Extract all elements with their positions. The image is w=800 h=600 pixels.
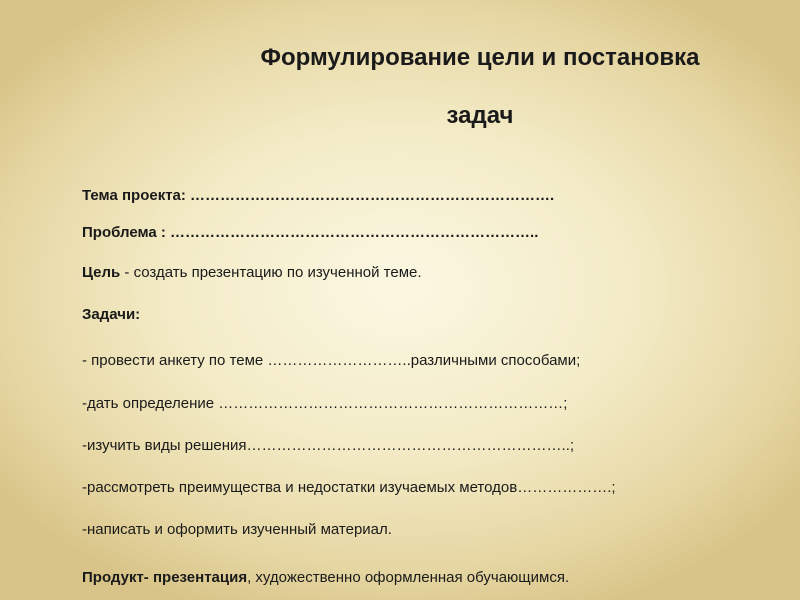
topic-label: Тема проекта:: [82, 187, 186, 204]
task-item: -рассмотреть преимущества и недостатки изучаемых методов……………….;: [82, 479, 616, 496]
task-item: -дать определение ……………………………………………………………;: [82, 395, 568, 412]
problem-blank: ………………………………………………………………..: [165, 224, 539, 241]
tasks-header: Задачи:: [82, 306, 141, 323]
product-label: Продукт- презентация: [82, 569, 248, 586]
goal-line: [82, 263, 422, 283]
slide-title-line-2: задач: [446, 102, 514, 129]
product-text: , художественно оформленная обучающимся.: [247, 569, 570, 586]
task-item: - провести анкету по теме ………………………..различными способами;: [82, 352, 581, 369]
problem-label: Проблема :: [82, 224, 166, 241]
topic-line: [82, 186, 554, 206]
task-item: -изучить виды решения………………………………………………………..;: [82, 437, 575, 454]
slide-title-line-1: Формулирование цели и постановка: [260, 44, 700, 71]
topic-blank: ……………………………………………………………….: [185, 187, 555, 204]
product-line: [82, 568, 569, 588]
task-item: -написать и оформить изученный материал.: [82, 521, 392, 538]
goal-label: Цель: [82, 264, 121, 281]
problem-line: [82, 223, 538, 243]
goal-text: - создать презентацию по изученной теме.: [120, 264, 422, 281]
